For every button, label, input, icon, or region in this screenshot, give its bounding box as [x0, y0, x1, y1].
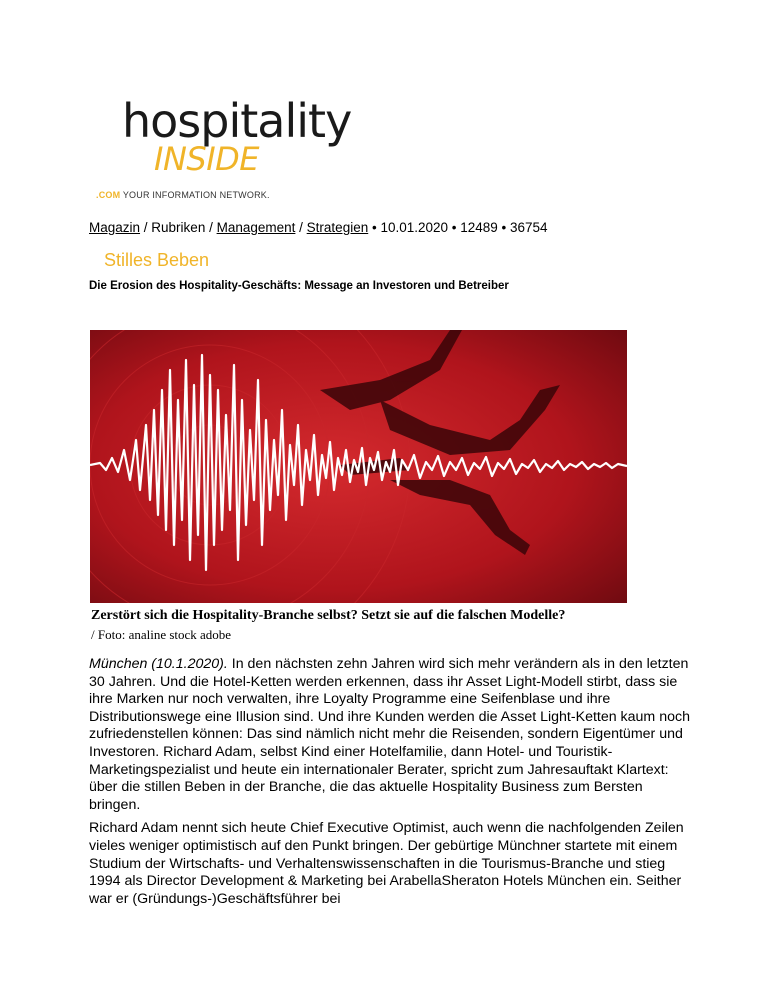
image-credit: / Foto: analine stock adobe [91, 627, 232, 642]
seismograph-illustration [90, 330, 627, 603]
breadcrumb [89, 220, 548, 235]
hero-image-seismograph [90, 330, 627, 603]
breadcrumb-separator: / [295, 220, 307, 235]
logo-tagline [96, 190, 270, 200]
breadcrumb-separator: / [140, 220, 152, 235]
image-caption: Zerstört sich die Hospitality-Branche selbst? Setzt sie auf die falschen Modelle? [91, 608, 566, 623]
breadcrumb-meta: • 10.01.2020 • 12489 • 36754 [368, 220, 548, 235]
article-paragraph [89, 656, 691, 814]
article-paragraph-2: Richard Adam nennt sich heute Chief Executive Optimist, auch wenn die nachfolgenden Zeilen vieles weniger optimistisch auf den Punkt bringen. Der gebürtige Münchner startete mit einem Studium der Wirtschafts- und Verhaltenswissenschaften in die Tourismus-Branche und stieg 1994 als Director Development & Marketing bei ArabellaSheraton Hotels München ein. Seither war er (Gründungs-)Geschäftsführer bei [89, 820, 684, 907]
logo-tag-prefix: .COM [96, 190, 121, 200]
article-paragraph-1-text: In den nächsten zehn Jahren wird sich mehr verändern als in den letzten 30 Jahren. Und die Hotel-Ketten werden erkennen, dass ihr Asset Light-Modell stirbt, dass sie ihre Marken nur noch verwalten, ihre Loyalty Programme eine Seifenblase und ihre Distributionswege eine Illusion sind. Und ihre Kunden werden die Asset Light-Ketten kaum noch zufriedenstellen können: Das sind nämlich nicht mehr die Reisenden, sondern Eigentümer und Investoren. Richard Adam, selbst Kind einer Hotelfamilie, dann Hotel- und Touristik-Marketingspezialist und heute ein internationaler Berater, spricht zum Jahresauftakt Klartext: über die stillen Beben in der Branche, die das aktuelle Hospitality Business zum Bersten bringen. [89, 656, 690, 813]
article-subtitle: Die Erosion des Hospitality-Geschäfts: Message an Investoren und Betreiber [89, 280, 509, 292]
breadcrumb-management-link[interactable]: Management [216, 220, 296, 235]
article-dateline: München (10.1.2020). [89, 656, 228, 672]
logo-wordmark: hospitality [122, 94, 352, 148]
breadcrumb-rubriken: Rubriken [151, 220, 206, 235]
logo-inside: INSIDE [154, 140, 259, 178]
hospitality-inside-logo [96, 94, 352, 206]
breadcrumb-magazin-link[interactable]: Magazin [89, 220, 141, 235]
logo-tag-text: YOUR INFORMATION NETWORK. [120, 190, 270, 200]
breadcrumb-strategien-link[interactable]: Strategien [306, 220, 369, 235]
article-body [89, 656, 691, 914]
breadcrumb-separator: / [205, 220, 217, 235]
article-title: Stilles Beben [104, 250, 210, 270]
